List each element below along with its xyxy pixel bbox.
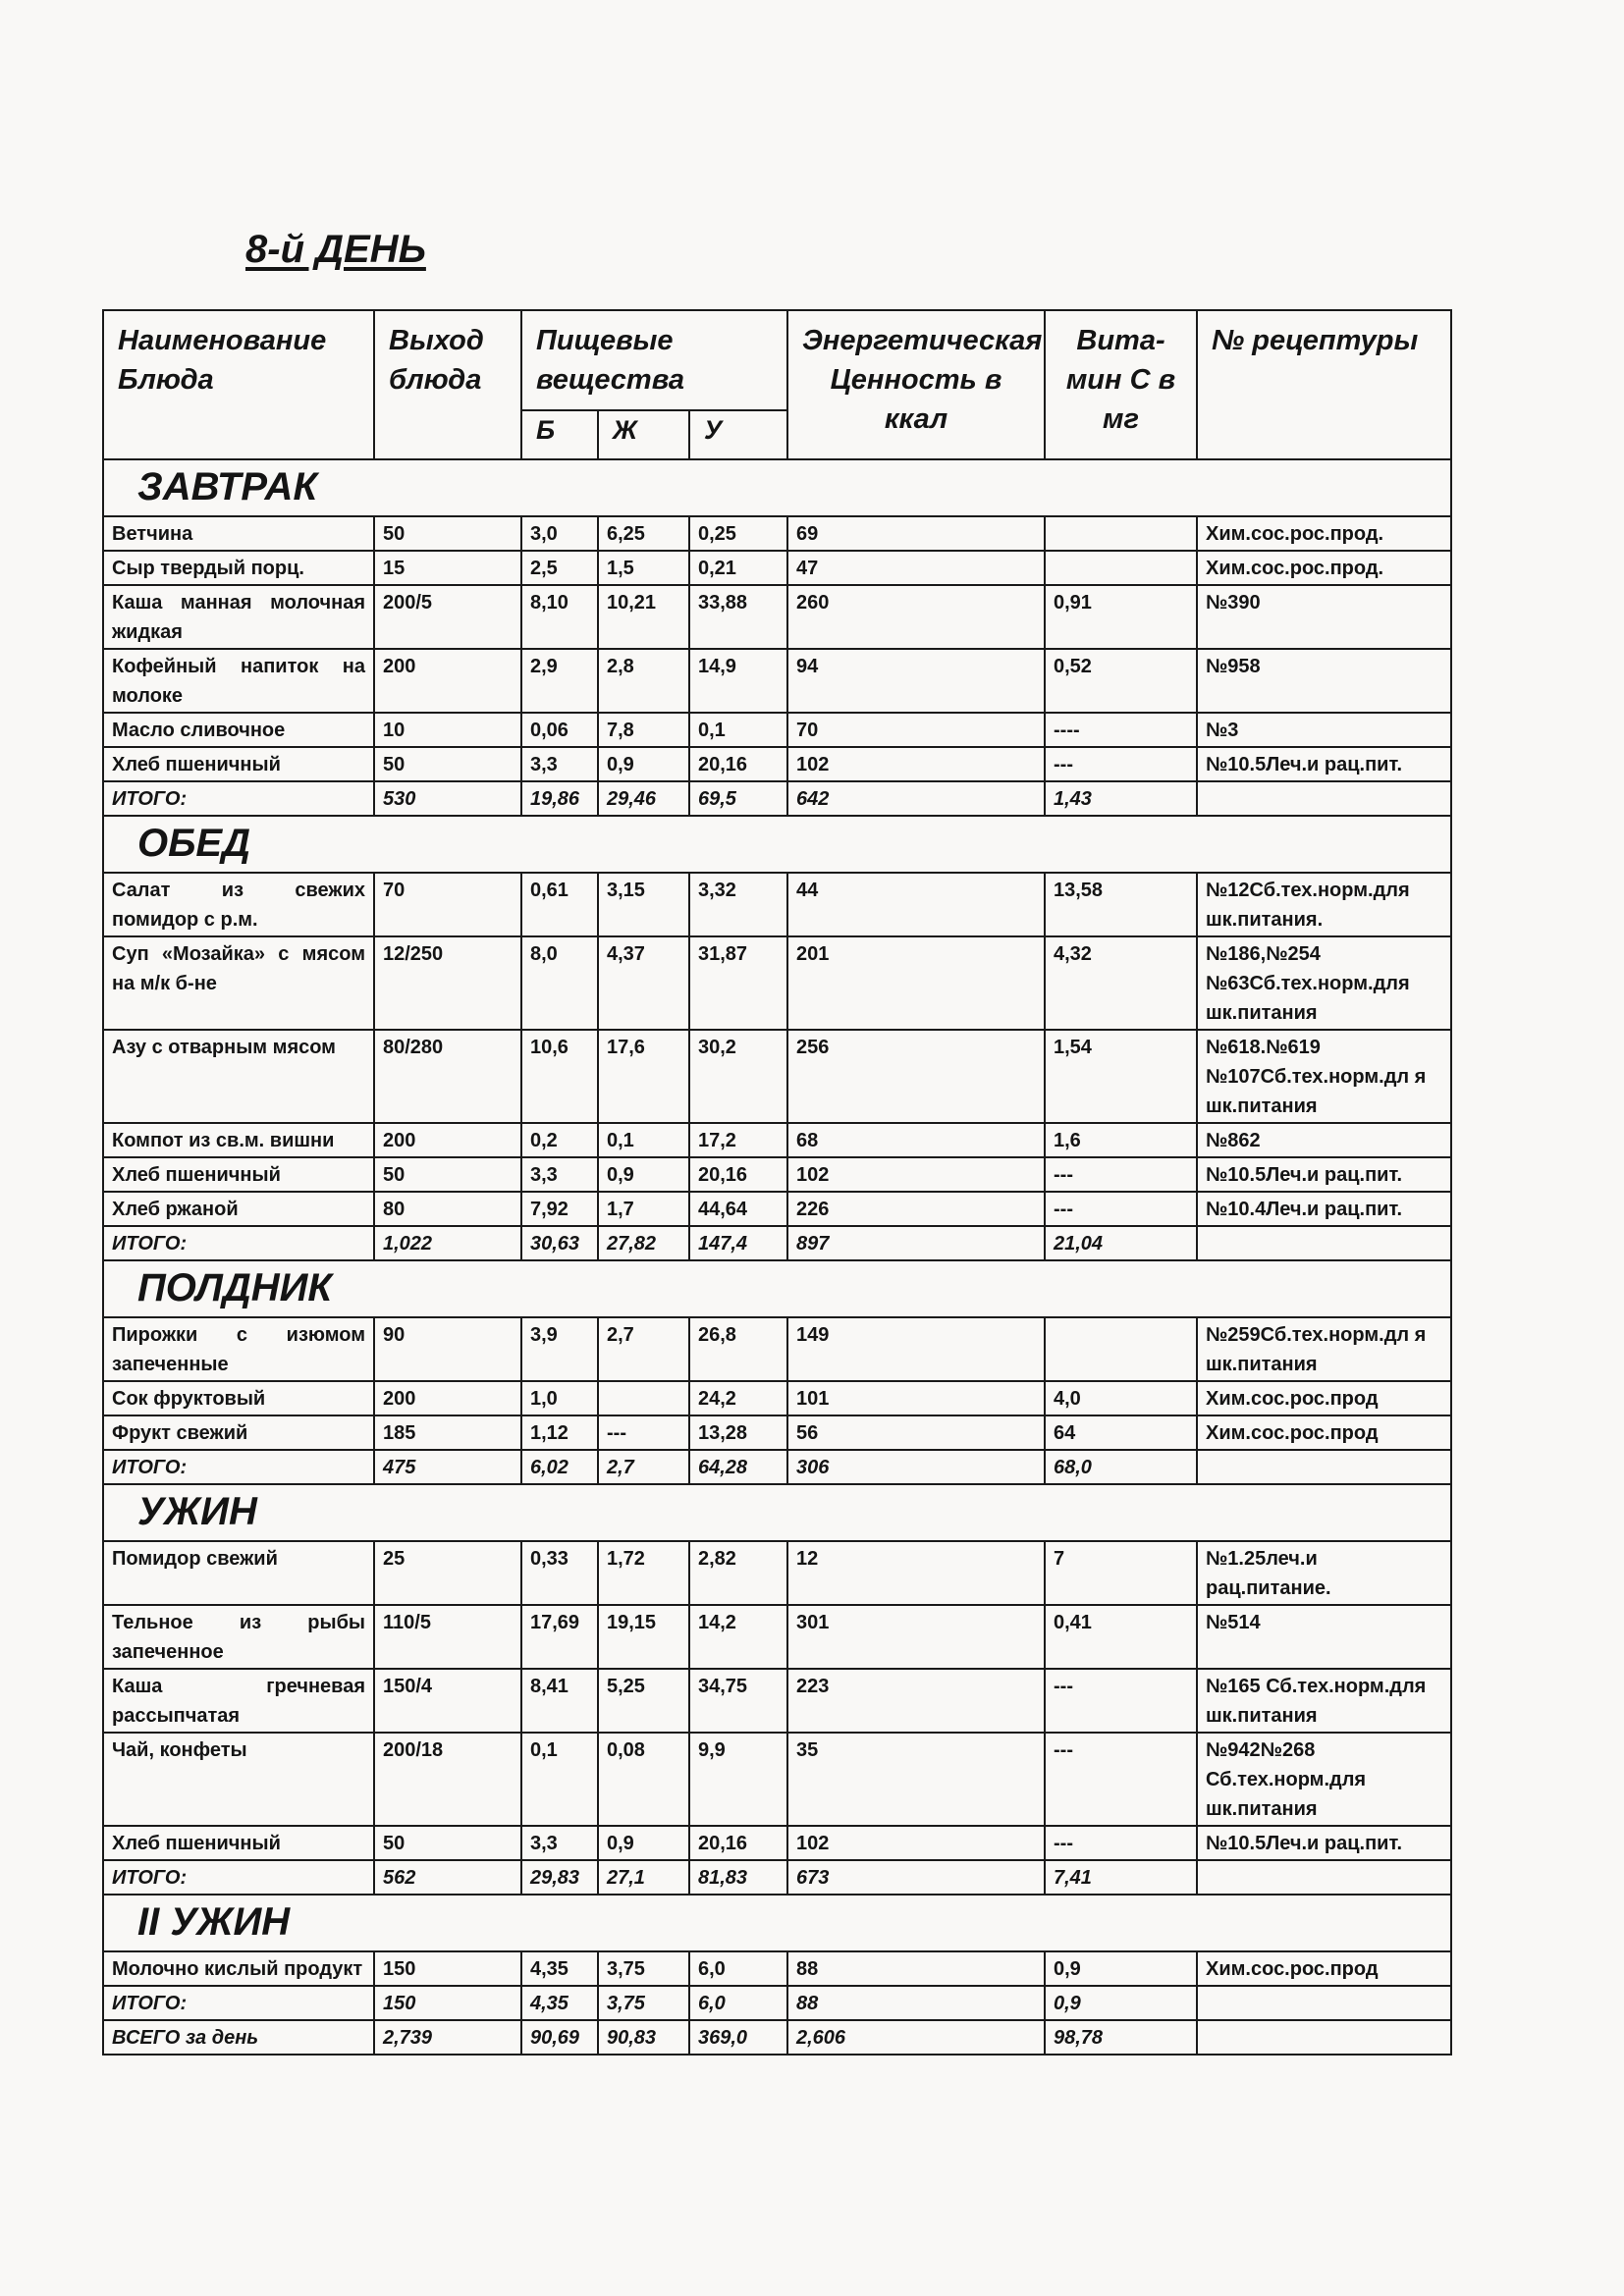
energy-cell: 673: [787, 1860, 1045, 1895]
table-row: [103, 516, 1451, 551]
header-energy: Энергетическая Ценность в ккал: [787, 310, 1045, 459]
fat-cell: 7,8: [598, 713, 689, 747]
total-row: [103, 1226, 1451, 1260]
dish-name-cell: Сыр твердый порц.: [103, 551, 374, 585]
protein-cell: 2,5: [521, 551, 598, 585]
energy-cell: 306: [787, 1450, 1045, 1484]
fat-cell: 2,8: [598, 649, 689, 713]
fat-cell: [598, 1381, 689, 1415]
carbs-cell: 14,9: [689, 649, 787, 713]
recipe-number-cell: №390: [1197, 585, 1451, 649]
dish-name-cell: Масло сливочное: [103, 713, 374, 747]
vitamin-c-cell: ---: [1045, 1733, 1197, 1826]
carbs-cell: 3,32: [689, 873, 787, 936]
vitamin-c-cell: ----: [1045, 713, 1197, 747]
fat-cell: 6,25: [598, 516, 689, 551]
dish-name-cell: Кофейный напиток на молоке: [103, 649, 374, 713]
energy-cell: 223: [787, 1669, 1045, 1733]
dish-output-cell: 50: [374, 1826, 521, 1860]
fat-cell: 3,75: [598, 1986, 689, 2020]
protein-cell: 1,0: [521, 1381, 598, 1415]
recipe-number-cell: [1197, 781, 1451, 816]
fat-cell: 0,9: [598, 1157, 689, 1192]
header-vitamin: Вита- мин С в мг: [1045, 310, 1197, 459]
vitamin-c-cell: 64: [1045, 1415, 1197, 1450]
recipe-number-cell: Хим.сос.рос.прод: [1197, 1951, 1451, 1986]
dish-output-cell: 530: [374, 781, 521, 816]
dish-output-cell: 1,022: [374, 1226, 521, 1260]
carbs-cell: 17,2: [689, 1123, 787, 1157]
section-title: УЖИН: [103, 1484, 1451, 1541]
dish-output-cell: 200/5: [374, 585, 521, 649]
fat-cell: 27,82: [598, 1226, 689, 1260]
dish-name-cell: Салат из свежих помидор с р.м.: [103, 873, 374, 936]
recipe-number-cell: [1197, 1986, 1451, 2020]
carbs-cell: 33,88: [689, 585, 787, 649]
dish-output-cell: 25: [374, 1541, 521, 1605]
carbs-cell: 44,64: [689, 1192, 787, 1226]
table-row: [103, 1415, 1451, 1450]
fat-cell: ---: [598, 1415, 689, 1450]
dish-output-cell: 150: [374, 1986, 521, 2020]
grand-total-row: [103, 2020, 1451, 2055]
vitamin-c-cell: 4,32: [1045, 936, 1197, 1030]
protein-cell: 1,12: [521, 1415, 598, 1450]
dish-output-cell: 10: [374, 713, 521, 747]
recipe-number-cell: №958: [1197, 649, 1451, 713]
dish-output-cell: 80/280: [374, 1030, 521, 1123]
vitamin-c-cell: 0,9: [1045, 1951, 1197, 1986]
header-recipe: № рецептуры: [1197, 310, 1451, 459]
recipe-number-cell: №259Сб.тех.норм.дл я шк.питания: [1197, 1317, 1451, 1381]
carbs-cell: 369,0: [689, 2020, 787, 2055]
total-row: [103, 1986, 1451, 2020]
carbs-cell: 20,16: [689, 747, 787, 781]
vitamin-c-cell: 68,0: [1045, 1450, 1197, 1484]
vitamin-c-cell: 0,9: [1045, 1986, 1197, 2020]
section-row: [103, 1260, 1451, 1317]
dish-output-cell: 50: [374, 747, 521, 781]
vitamin-c-cell: 4,0: [1045, 1381, 1197, 1415]
dish-name-cell: Фрукт свежий: [103, 1415, 374, 1450]
recipe-number-cell: [1197, 1226, 1451, 1260]
energy-cell: 44: [787, 873, 1045, 936]
recipe-number-cell: №3: [1197, 713, 1451, 747]
energy-cell: 149: [787, 1317, 1045, 1381]
energy-cell: 69: [787, 516, 1045, 551]
vitamin-c-cell: 13,58: [1045, 873, 1197, 936]
dish-name-cell: ВСЕГО за день: [103, 2020, 374, 2055]
dish-name-cell: Хлеб пшеничный: [103, 1157, 374, 1192]
dish-output-cell: 90: [374, 1317, 521, 1381]
dish-name-cell: Хлеб ржаной: [103, 1192, 374, 1226]
table-row: [103, 1192, 1451, 1226]
protein-cell: 0,61: [521, 873, 598, 936]
total-row: [103, 1450, 1451, 1484]
menu-table-body: [103, 310, 1451, 2055]
table-row: [103, 1317, 1451, 1381]
carbs-cell: 0,21: [689, 551, 787, 585]
fat-cell: 29,46: [598, 781, 689, 816]
energy-cell: 68: [787, 1123, 1045, 1157]
vitamin-c-cell: 98,78: [1045, 2020, 1197, 2055]
recipe-number-cell: №618.№619 №107Сб.тех.норм.дл я шк.питания: [1197, 1030, 1451, 1123]
header-name: Наименование Блюда: [103, 310, 374, 459]
total-row: [103, 781, 1451, 816]
energy-cell: 2,606: [787, 2020, 1045, 2055]
fat-cell: 5,25: [598, 1669, 689, 1733]
carbs-cell: 69,5: [689, 781, 787, 816]
dish-name-cell: Суп «Мозайка» с мясом на м/к б-не: [103, 936, 374, 1030]
energy-cell: 56: [787, 1415, 1045, 1450]
vitamin-c-cell: 21,04: [1045, 1226, 1197, 1260]
protein-cell: 0,2: [521, 1123, 598, 1157]
carbs-cell: 2,82: [689, 1541, 787, 1605]
dish-name-cell: Тельное из рыбы запеченное: [103, 1605, 374, 1669]
energy-cell: 226: [787, 1192, 1045, 1226]
energy-cell: 88: [787, 1986, 1045, 2020]
dish-name-cell: Хлеб пшеничный: [103, 747, 374, 781]
table-row: [103, 1951, 1451, 1986]
carbs-cell: 64,28: [689, 1450, 787, 1484]
recipe-number-cell: Хим.сос.рос.прод.: [1197, 516, 1451, 551]
dish-output-cell: 200: [374, 1381, 521, 1415]
fat-cell: 0,9: [598, 747, 689, 781]
section-row: [103, 1895, 1451, 1951]
dish-name-cell: Молочно кислый продукт: [103, 1951, 374, 1986]
dish-name-cell: Хлеб пшеничный: [103, 1826, 374, 1860]
carbs-cell: 9,9: [689, 1733, 787, 1826]
table-row: [103, 936, 1451, 1030]
protein-cell: 4,35: [521, 1986, 598, 2020]
fat-cell: 0,9: [598, 1826, 689, 1860]
table-row: [103, 1123, 1451, 1157]
protein-cell: 8,10: [521, 585, 598, 649]
dish-name-cell: Каша манная молочная жидкая: [103, 585, 374, 649]
table-row: [103, 873, 1451, 936]
protein-cell: 2,9: [521, 649, 598, 713]
carbs-cell: 6,0: [689, 1951, 787, 1986]
dish-output-cell: 50: [374, 1157, 521, 1192]
dish-output-cell: 70: [374, 873, 521, 936]
vitamin-c-cell: 0,52: [1045, 649, 1197, 713]
dish-output-cell: 200: [374, 1123, 521, 1157]
section-row: [103, 1484, 1451, 1541]
vitamin-c-cell: 0,41: [1045, 1605, 1197, 1669]
carbs-cell: 26,8: [689, 1317, 787, 1381]
fat-cell: 0,08: [598, 1733, 689, 1826]
protein-cell: 90,69: [521, 2020, 598, 2055]
carbs-cell: 34,75: [689, 1669, 787, 1733]
table-row: [103, 1669, 1451, 1733]
fat-cell: 2,7: [598, 1450, 689, 1484]
protein-cell: 8,41: [521, 1669, 598, 1733]
dish-name-cell: Ветчина: [103, 516, 374, 551]
table-row: [103, 713, 1451, 747]
vitamin-c-cell: ---: [1045, 1669, 1197, 1733]
protein-cell: 10,6: [521, 1030, 598, 1123]
vitamin-c-cell: 0,91: [1045, 585, 1197, 649]
dish-name-cell: Каша гречневая рассыпчатая: [103, 1669, 374, 1733]
dish-name-cell: ИТОГО:: [103, 1226, 374, 1260]
energy-cell: 256: [787, 1030, 1045, 1123]
carbs-cell: 14,2: [689, 1605, 787, 1669]
recipe-number-cell: [1197, 2020, 1451, 2055]
energy-cell: 642: [787, 781, 1045, 816]
carbs-cell: 147,4: [689, 1226, 787, 1260]
table-row: [103, 1157, 1451, 1192]
energy-cell: 301: [787, 1605, 1045, 1669]
recipe-number-cell: №10.4Леч.и рац.пит.: [1197, 1192, 1451, 1226]
table-row: [103, 1381, 1451, 1415]
header-fat: Ж: [598, 410, 689, 459]
energy-cell: 12: [787, 1541, 1045, 1605]
vitamin-c-cell: [1045, 551, 1197, 585]
protein-cell: 8,0: [521, 936, 598, 1030]
carbs-cell: 81,83: [689, 1860, 787, 1895]
header-row: [103, 310, 1451, 410]
energy-cell: 897: [787, 1226, 1045, 1260]
protein-cell: 0,1: [521, 1733, 598, 1826]
header-output: Выход блюда: [374, 310, 521, 459]
dish-name-cell: Пирожки с изюмом запеченные: [103, 1317, 374, 1381]
fat-cell: 1,7: [598, 1192, 689, 1226]
dish-output-cell: 150/4: [374, 1669, 521, 1733]
protein-cell: 4,35: [521, 1951, 598, 1986]
vitamin-c-cell: 7: [1045, 1541, 1197, 1605]
dish-name-cell: Чай, конфеты: [103, 1733, 374, 1826]
vitamin-c-cell: 7,41: [1045, 1860, 1197, 1895]
protein-cell: 3,3: [521, 1826, 598, 1860]
vitamin-c-cell: [1045, 1317, 1197, 1381]
dish-name-cell: Помидор свежий: [103, 1541, 374, 1605]
recipe-number-cell: №514: [1197, 1605, 1451, 1669]
table-row: [103, 585, 1451, 649]
dish-output-cell: 110/5: [374, 1605, 521, 1669]
fat-cell: 27,1: [598, 1860, 689, 1895]
vitamin-c-cell: ---: [1045, 1192, 1197, 1226]
fat-cell: 3,75: [598, 1951, 689, 1986]
recipe-number-cell: №1.25леч.и рац.питание.: [1197, 1541, 1451, 1605]
menu-table: [102, 309, 1452, 2056]
dish-output-cell: 50: [374, 516, 521, 551]
protein-cell: 19,86: [521, 781, 598, 816]
table-row: [103, 649, 1451, 713]
protein-cell: 3,0: [521, 516, 598, 551]
energy-cell: 94: [787, 649, 1045, 713]
protein-cell: 0,06: [521, 713, 598, 747]
table-row: [103, 1733, 1451, 1826]
energy-cell: 102: [787, 747, 1045, 781]
table-row: [103, 1030, 1451, 1123]
dish-output-cell: 80: [374, 1192, 521, 1226]
energy-cell: 102: [787, 1157, 1045, 1192]
dish-output-cell: 562: [374, 1860, 521, 1895]
dish-name-cell: ИТОГО:: [103, 781, 374, 816]
table-row: [103, 1541, 1451, 1605]
section-row: [103, 459, 1451, 516]
carbs-cell: 13,28: [689, 1415, 787, 1450]
section-title: ПОЛДНИК: [103, 1260, 1451, 1317]
dish-name-cell: Азу с отварным мясом: [103, 1030, 374, 1123]
recipe-number-cell: Хим.сос.рос.прод: [1197, 1381, 1451, 1415]
fat-cell: 4,37: [598, 936, 689, 1030]
page-title: 8-й ДЕНЬ: [245, 228, 426, 271]
carbs-cell: 0,25: [689, 516, 787, 551]
recipe-number-cell: №186,№254 №63Сб.тех.норм.для шк.питания: [1197, 936, 1451, 1030]
protein-cell: 3,9: [521, 1317, 598, 1381]
energy-cell: 101: [787, 1381, 1045, 1415]
dish-name-cell: ИТОГО:: [103, 1450, 374, 1484]
recipe-number-cell: Хим.сос.рос.прод.: [1197, 551, 1451, 585]
recipe-number-cell: [1197, 1450, 1451, 1484]
protein-cell: 3,3: [521, 1157, 598, 1192]
vitamin-c-cell: ---: [1045, 1157, 1197, 1192]
recipe-number-cell: №165 Сб.тех.норм.для шк.питания: [1197, 1669, 1451, 1733]
protein-cell: 0,33: [521, 1541, 598, 1605]
section-row: [103, 816, 1451, 873]
recipe-number-cell: Хим.сос.рос.прод: [1197, 1415, 1451, 1450]
recipe-number-cell: №862: [1197, 1123, 1451, 1157]
fat-cell: 3,15: [598, 873, 689, 936]
carbs-cell: 20,16: [689, 1157, 787, 1192]
dish-output-cell: 185: [374, 1415, 521, 1450]
dish-output-cell: 2,739: [374, 2020, 521, 2055]
vitamin-c-cell: [1045, 516, 1197, 551]
recipe-number-cell: [1197, 1860, 1451, 1895]
energy-cell: 260: [787, 585, 1045, 649]
dish-name-cell: Сок фруктовый: [103, 1381, 374, 1415]
table-row: [103, 747, 1451, 781]
section-title: ЗАВТРАК: [103, 459, 1451, 516]
table-row: [103, 1826, 1451, 1860]
dish-output-cell: 150: [374, 1951, 521, 1986]
vitamin-c-cell: 1,43: [1045, 781, 1197, 816]
carbs-cell: 24,2: [689, 1381, 787, 1415]
carbs-cell: 20,16: [689, 1826, 787, 1860]
recipe-number-cell: №10.5Леч.и рац.пит.: [1197, 1826, 1451, 1860]
section-title: ОБЕД: [103, 816, 1451, 873]
protein-cell: 7,92: [521, 1192, 598, 1226]
carbs-cell: 6,0: [689, 1986, 787, 2020]
protein-cell: 30,63: [521, 1226, 598, 1260]
vitamin-c-cell: ---: [1045, 1826, 1197, 1860]
energy-cell: 70: [787, 713, 1045, 747]
dish-name-cell: ИТОГО:: [103, 1986, 374, 2020]
vitamin-c-cell: 1,6: [1045, 1123, 1197, 1157]
vitamin-c-cell: 1,54: [1045, 1030, 1197, 1123]
vitamin-c-cell: ---: [1045, 747, 1197, 781]
energy-cell: 102: [787, 1826, 1045, 1860]
total-row: [103, 1860, 1451, 1895]
protein-cell: 17,69: [521, 1605, 598, 1669]
dish-output-cell: 200: [374, 649, 521, 713]
fat-cell: 10,21: [598, 585, 689, 649]
dish-output-cell: 15: [374, 551, 521, 585]
recipe-number-cell: №10.5Леч.и рац.пит.: [1197, 1157, 1451, 1192]
dish-output-cell: 12/250: [374, 936, 521, 1030]
fat-cell: 17,6: [598, 1030, 689, 1123]
recipe-number-cell: №12Сб.тех.норм.для шк.питания.: [1197, 873, 1451, 936]
header-nutrients: Пищевые вещества: [521, 310, 787, 410]
dish-name-cell: ИТОГО:: [103, 1860, 374, 1895]
section-title: II УЖИН: [103, 1895, 1451, 1951]
energy-cell: 47: [787, 551, 1045, 585]
fat-cell: 0,1: [598, 1123, 689, 1157]
header-carbs: У: [689, 410, 787, 459]
protein-cell: 3,3: [521, 747, 598, 781]
fat-cell: 19,15: [598, 1605, 689, 1669]
dish-output-cell: 475: [374, 1450, 521, 1484]
fat-cell: 90,83: [598, 2020, 689, 2055]
header-protein: Б: [521, 410, 598, 459]
energy-cell: 88: [787, 1951, 1045, 1986]
dish-name-cell: Компот из св.м. вишни: [103, 1123, 374, 1157]
carbs-cell: 31,87: [689, 936, 787, 1030]
fat-cell: 1,5: [598, 551, 689, 585]
protein-cell: 29,83: [521, 1860, 598, 1895]
recipe-number-cell: №10.5Леч.и рац.пит.: [1197, 747, 1451, 781]
energy-cell: 201: [787, 936, 1045, 1030]
carbs-cell: 0,1: [689, 713, 787, 747]
table-row: [103, 551, 1451, 585]
carbs-cell: 30,2: [689, 1030, 787, 1123]
dish-output-cell: 200/18: [374, 1733, 521, 1826]
energy-cell: 35: [787, 1733, 1045, 1826]
protein-cell: 6,02: [521, 1450, 598, 1484]
fat-cell: 1,72: [598, 1541, 689, 1605]
recipe-number-cell: №942№268 Сб.тех.норм.для шк.питания: [1197, 1733, 1451, 1826]
table-row: [103, 1605, 1451, 1669]
fat-cell: 2,7: [598, 1317, 689, 1381]
